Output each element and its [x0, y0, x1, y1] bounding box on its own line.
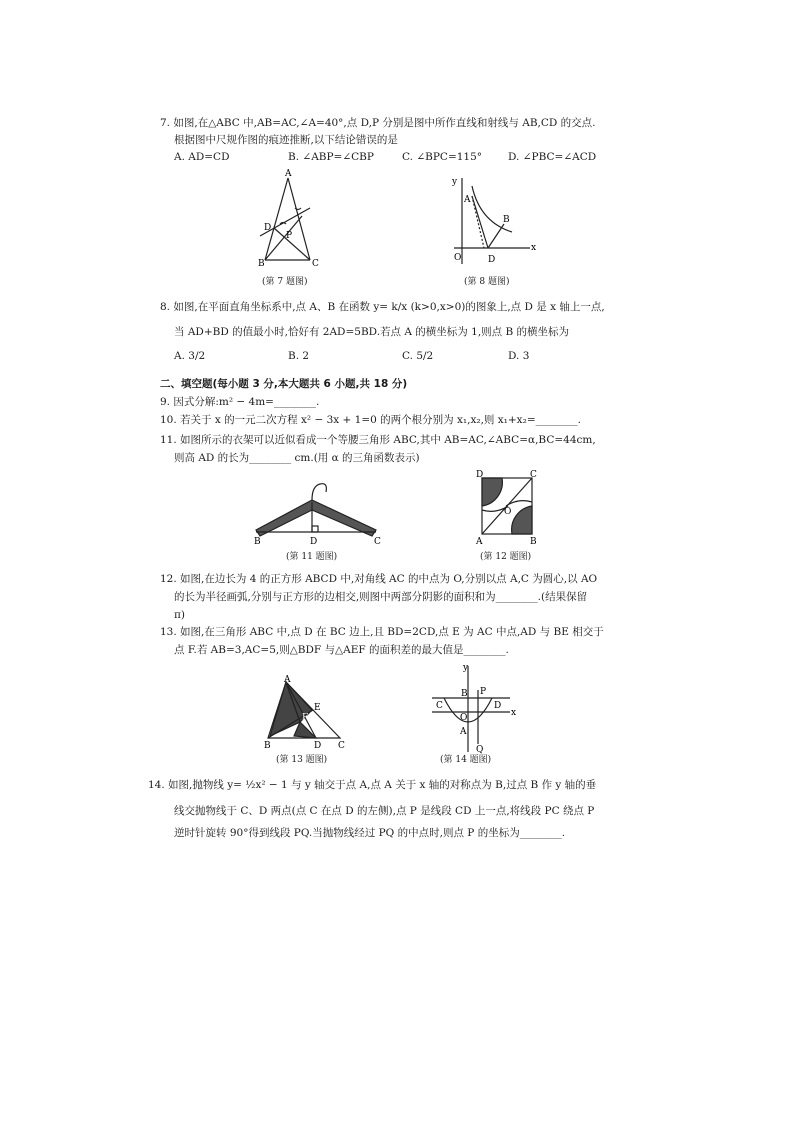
fig13-caption: (第 13 题图) — [276, 755, 328, 765]
fig13-label-d: D — [314, 741, 322, 751]
fig13-label-f: F — [302, 713, 309, 723]
fig14-label-a: A — [460, 727, 467, 737]
fig13-label-a: A — [284, 675, 291, 685]
fig8-label-d: D — [488, 255, 496, 265]
fig7-label-c: C — [312, 259, 319, 269]
q13-line1: 13. 如图,在三角形 ABC 中,点 D 在 BC 边上,且 BD=2CD,点 E 为 AC 中点,AD 与 BE 相交于 — [160, 626, 604, 638]
fig8-caption: (第 8 题图) — [464, 277, 510, 287]
fig7-arc-mark-2 — [295, 208, 301, 210]
fig8-label-o: O — [454, 253, 462, 263]
fig11-hanger-body — [256, 500, 376, 536]
fig14-label-y: y — [463, 663, 469, 673]
q11-line2: 则高 AD 的长为________ cm.(用 α 的三角函数表示) — [174, 452, 420, 464]
fig13-label-e: E — [314, 703, 321, 713]
figure-8 — [448, 172, 538, 268]
figure-11 — [226, 470, 406, 546]
fig11-label-b: B — [254, 537, 261, 547]
q7-option-b: B. ∠ABP=∠CBP — [288, 151, 374, 163]
q12-line1: 12. 如图,在边长为 4 的正方形 ABCD 中,对角线 AC 的中点为 O,分别以点 A,C 为圆心,以 AO — [160, 573, 598, 585]
fig13-shaded-bdf — [294, 722, 316, 738]
fig12-label-b: B — [530, 537, 537, 547]
q14-line1: 14. 如图,抛物线 y= ½x² − 1 与 y 轴交于点 A,点 A 关于 x 轴的对称点为 B,过点 B 作 y 轴的垂 — [148, 779, 597, 791]
fig7-label-a: A — [285, 169, 292, 179]
q10-text: 10. 若关于 x 的一元二次方程 x² − 3x + 1=0 的两个根分别为 x₁,x₂,则 x₁+x₂=________. — [160, 414, 581, 426]
fig12-label-d: D — [476, 470, 484, 480]
q9-text: 9. 因式分解:m² − 4m=________. — [160, 396, 320, 408]
q7-line1: 7. 如图,在△ABC 中,AB=AC,∠A=40°,点 D,P 分别是图中所作直线和射线与 AB,CD 的交点. — [160, 117, 596, 129]
q8-option-c: C. 5/2 — [402, 350, 434, 362]
fig8-segment-bd — [488, 224, 504, 248]
q12-line2: 的长为半径画弧,分别与正方形的边相交,则图中两部分阴影的面积和为________.(结果保留 — [174, 591, 588, 603]
figure-13 — [256, 674, 352, 750]
fig8-curve — [472, 186, 512, 232]
q14-line2: 线交抛物线于 C、D 两点(点 C 在点 D 的左侧),点 P 是线段 CD 上一点,将线段 PC 绕点 P — [174, 805, 595, 817]
fig12-label-c: C — [530, 470, 537, 480]
fig7-caption: (第 7 题图) — [262, 277, 308, 287]
fig14-label-q: Q — [476, 745, 484, 755]
fig11-label-c: C — [374, 537, 381, 547]
q7-option-d: D. ∠PBC=∠ACD — [508, 151, 597, 163]
q13-line2: 点 F.若 AB=3,AC=5,则△BDF 与△AEF 的面积差的最大值是________. — [174, 644, 509, 656]
fig11-hook — [312, 484, 326, 500]
fig8-label-b: B — [503, 215, 510, 225]
fig14-label-c: C — [436, 701, 443, 711]
fig14-label-d: D — [494, 701, 502, 711]
fig14-label-b: B — [461, 689, 468, 699]
figure-12 — [474, 470, 538, 546]
fig8-label-x: x — [531, 243, 537, 253]
q8-line2: 当 AD+BD 的值最小时,恰好有 2AD=5BD.若点 A 的横坐标为 1,则点 B 的横坐标为 — [174, 326, 570, 338]
fig11-label-d: D — [310, 537, 318, 547]
section2-title: 二、填空题(每小题 3 分,本大题共 6 小题,共 18 分) — [160, 378, 408, 390]
fig14-label-x: x — [511, 708, 517, 718]
fig7-label-p: P — [286, 231, 293, 241]
fig14-caption: (第 14 题图) — [440, 755, 492, 765]
figure-7 — [250, 168, 330, 268]
fig13-label-c: C — [338, 741, 345, 751]
fig12-caption: (第 12 题图) — [480, 552, 532, 562]
q8-option-a: A. 3/2 — [174, 350, 206, 362]
fig14-label-o: O — [460, 713, 468, 723]
fig13-label-b: B — [264, 741, 271, 751]
fig8-label-a: A — [464, 195, 471, 205]
fig12-label-a: A — [476, 537, 483, 547]
q11-line1: 11. 如图所示的衣架可以近似看成一个等腰三角形 ABC,其中 AB=AC,∠ABC=α,BC=44cm, — [160, 434, 596, 446]
fig7-label-b: B — [258, 259, 265, 269]
q7-option-c: C. ∠BPC=115° — [402, 151, 483, 163]
fig7-label-d: D — [264, 223, 272, 233]
fig11-right-angle — [312, 526, 318, 532]
fig11-caption: (第 11 题图) — [286, 552, 338, 562]
q8-option-b: B. 2 — [288, 350, 310, 362]
q7-option-a: A. AD=CD — [174, 151, 230, 163]
fig8-label-y: y — [452, 177, 458, 187]
q14-line3: 逆时针旋转 90°得到线段 PQ.当抛物线经过 PQ 的中点时,则点 P 的坐标为________. — [174, 827, 566, 839]
q12-line3: π) — [174, 609, 185, 621]
figure-14 — [428, 662, 518, 754]
q7-line2: 根据图中尺规作图的痕迹推断,以下结论错误的是 — [174, 134, 398, 146]
q8-line1: 8. 如图,在平面直角坐标系中,点 A、B 在函数 y= k/x (k>0,x>0)的图象上,点 D 是 x 轴上一点, — [160, 301, 605, 313]
fig7-side-ab — [265, 178, 288, 260]
fig14-label-p: P — [480, 687, 487, 697]
q8-option-d: D. 3 — [508, 350, 530, 362]
fig12-label-o: O — [504, 507, 512, 517]
